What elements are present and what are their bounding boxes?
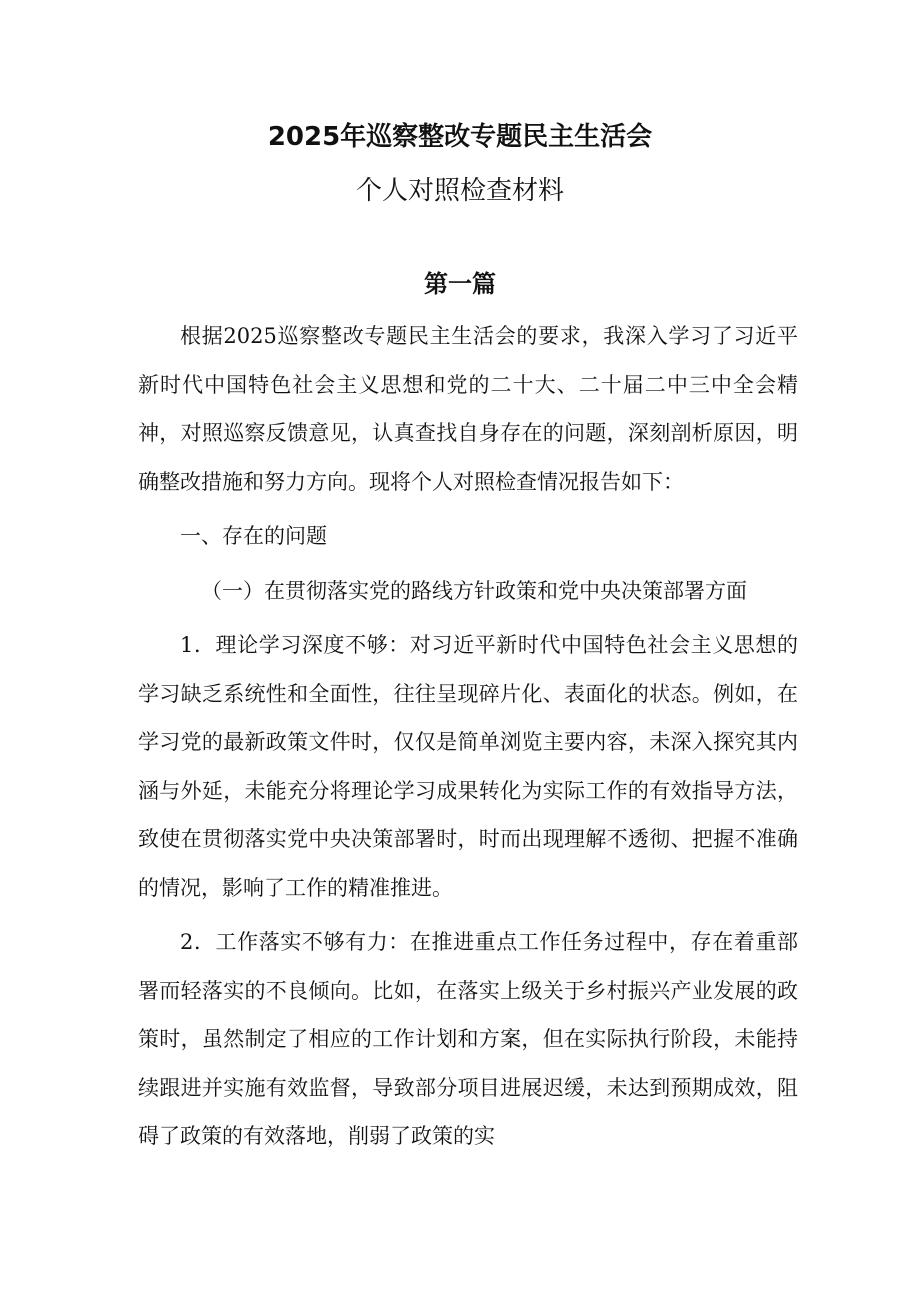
intro-paragraph: 根据2025巡察整改专题民主生活会的要求，我深入学习了习近平新时代中国特色社会主义思想和党的二十大、二十届二中三中全会精神，对照巡察反馈意见，认真查找自身存在的问题，深刻剖析原因，明确整改措施和努力方向。现将个人对照检查情况报告如下： [138, 324, 798, 494]
document-title-line1: 2025年巡察整改专题民主生活会 [267, 122, 653, 152]
document-body [138, 312, 798, 1161]
subheading-policy: （一）在贯彻落实党的路线方针政策和党中央决策部署方面 [201, 578, 747, 603]
heading-problems: 一、存在的问题 [180, 524, 327, 548]
section-title: 第一篇 [424, 270, 496, 298]
item-theory-study: 1．理论学习深度不够：对习近平新时代中国特色社会主义思想的学习缺乏系统性和全面性，往往呈现碎片化、表面化的状态。例如，在学习党的最新政策文件时，仅仅是简单浏览主要内容，未深入探究其内涵与外延，未能充分将理论学习成果转化为实际工作的有效指导方法，致使在贯彻落实党中央决策部署时，时而出现理解不透彻、把握不准确的情况，影响了工作的精准推进。 [138, 633, 798, 900]
item-work-implementation: 2．工作落实不够有力：在推进重点工作任务过程中，存在着重部署而轻落实的不良倾向。比如，在落实上级关于乡村振兴产业发展的政策时，虽然制定了相应的工作计划和方案，但在实际执行阶段，未能持续跟进并实施有效监督，导致部分项目进展迟缓，未达到预期成效，阻碍了政策的有效落地，削弱了政策的实 [138, 930, 798, 1148]
document-title-line2: 个人对照检查材料 [355, 176, 564, 206]
